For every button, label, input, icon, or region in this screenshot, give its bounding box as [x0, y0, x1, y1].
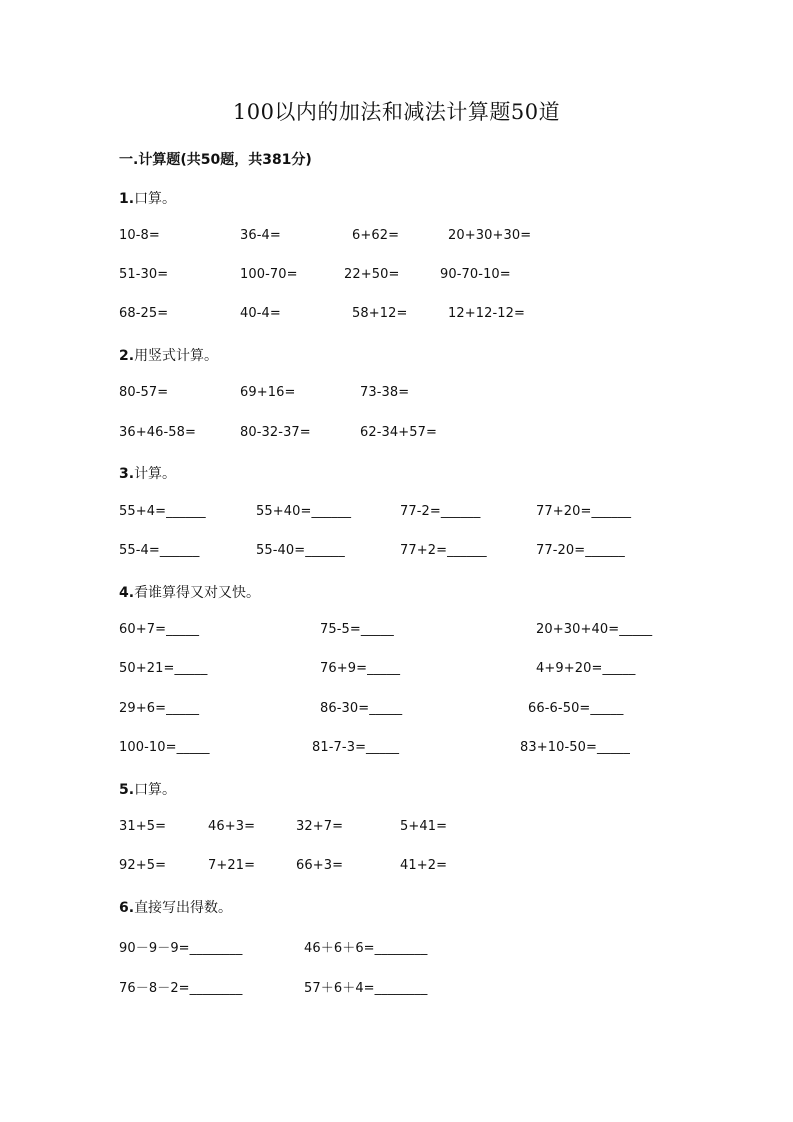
question-1-row-2: [0, 267, 793, 287]
math-problem: 31+5=: [119, 819, 167, 834]
math-problem: 10-8=: [119, 228, 160, 243]
math-problem: 55-40=______: [256, 543, 345, 558]
question-3-row-1: [0, 504, 793, 524]
math-problem: 36-4=: [240, 228, 281, 243]
question-4-row-2: [0, 661, 793, 681]
question-5-row-2: [0, 858, 793, 878]
math-problem: 80-32-37=: [240, 425, 311, 440]
question-number: 1.: [119, 191, 135, 207]
math-problem: 76+9=_____: [320, 661, 401, 676]
math-problem: 46＋6＋6=________: [304, 941, 428, 956]
math-problem: 90－9－9=________: [119, 941, 243, 956]
math-problem: 12+12-12=: [448, 306, 526, 321]
question-number: 3.: [119, 466, 135, 482]
section-heading: 一.计算题(共50题，共381分): [119, 152, 312, 168]
math-problem: 77+2=______: [400, 543, 487, 558]
question-4-row-1: [0, 622, 793, 642]
math-problem: 90-70-10=: [440, 267, 511, 282]
question-6-row-2: [0, 977, 793, 997]
question-4-row-4: [0, 740, 793, 760]
math-problem: 46+3=: [208, 819, 256, 834]
math-problem: 7+21=: [208, 858, 256, 873]
math-problem: 77-20=______: [536, 543, 625, 558]
math-problem: 81-7-3=_____: [312, 740, 400, 755]
question-number: 4.: [119, 585, 135, 601]
math-problem: 22+50=: [344, 267, 400, 282]
math-problem: 55-4=______: [119, 543, 200, 558]
math-problem: 40-4=: [240, 306, 281, 321]
math-problem: 51-30=: [119, 267, 169, 282]
math-problem: 80-57=: [119, 385, 169, 400]
question-label: 直接写出得数。: [134, 900, 233, 916]
question-1-row-1: [0, 228, 793, 248]
math-problem: 69+16=: [240, 385, 296, 400]
math-problem: 75-5=_____: [320, 622, 394, 637]
math-problem: 50+21=_____: [119, 661, 208, 676]
question-label: 口算。: [134, 782, 177, 798]
math-problem: 36+46-58=: [119, 425, 197, 440]
question-5-row-1: [0, 819, 793, 839]
question-4-heading: [119, 582, 260, 602]
question-label: 看谁算得又对又快。: [134, 585, 261, 601]
question-number: 5.: [119, 782, 135, 798]
math-problem: 55+40=______: [256, 504, 352, 519]
math-problem: 32+7=: [296, 819, 344, 834]
math-problem: 5+41=: [400, 819, 448, 834]
question-4-row-3: [0, 701, 793, 721]
math-problem: 20+30+30=: [448, 228, 532, 243]
math-problem: 4+9+20=_____: [536, 661, 636, 676]
math-problem: 83+10-50=_____: [520, 740, 631, 755]
math-problem: 29+6=_____: [119, 701, 200, 716]
question-label: 用竖式计算。: [134, 348, 219, 364]
math-problem: 41+2=: [400, 858, 448, 873]
math-problem: 77-2=______: [400, 504, 481, 519]
question-2-heading: [119, 345, 218, 365]
math-problem: 100-10=_____: [119, 740, 210, 755]
question-label: 计算。: [134, 466, 177, 482]
math-problem: 73-38=: [360, 385, 410, 400]
question-label: 口算。: [134, 191, 177, 207]
math-problem: 66-6-50=_____: [528, 701, 624, 716]
math-problem: 86-30=_____: [320, 701, 403, 716]
question-3-heading: [119, 463, 176, 483]
math-problem: 66+3=: [296, 858, 344, 873]
math-problem: 77+20=______: [536, 504, 632, 519]
math-problem: 68-25=: [119, 306, 169, 321]
math-problem: 62-34+57=: [360, 425, 438, 440]
question-number: 2.: [119, 348, 135, 364]
math-problem: 76－8－2=________: [119, 981, 243, 996]
question-3-row-2: [0, 543, 793, 563]
math-problem: 58+12=: [352, 306, 408, 321]
math-problem: 60+7=_____: [119, 622, 200, 637]
question-2-row-1: [0, 385, 793, 405]
question-6-heading: [119, 897, 232, 917]
math-problem: 6+62=: [352, 228, 400, 243]
math-problem: 20+30+40=_____: [536, 622, 653, 637]
page-title: 100以内的加法和减法计算题50道: [232, 100, 561, 124]
question-6-row-1: [0, 937, 793, 957]
question-2-row-2: [0, 425, 793, 445]
math-problem: 92+5=: [119, 858, 167, 873]
math-problem: 57＋6＋4=________: [304, 981, 428, 996]
math-problem: 55+4=______: [119, 504, 206, 519]
question-5-heading: [119, 779, 176, 799]
math-problem: 100-70=: [240, 267, 298, 282]
question-number: 6.: [119, 900, 135, 916]
question-1-heading: [119, 188, 176, 208]
question-1-row-3: [0, 306, 793, 326]
